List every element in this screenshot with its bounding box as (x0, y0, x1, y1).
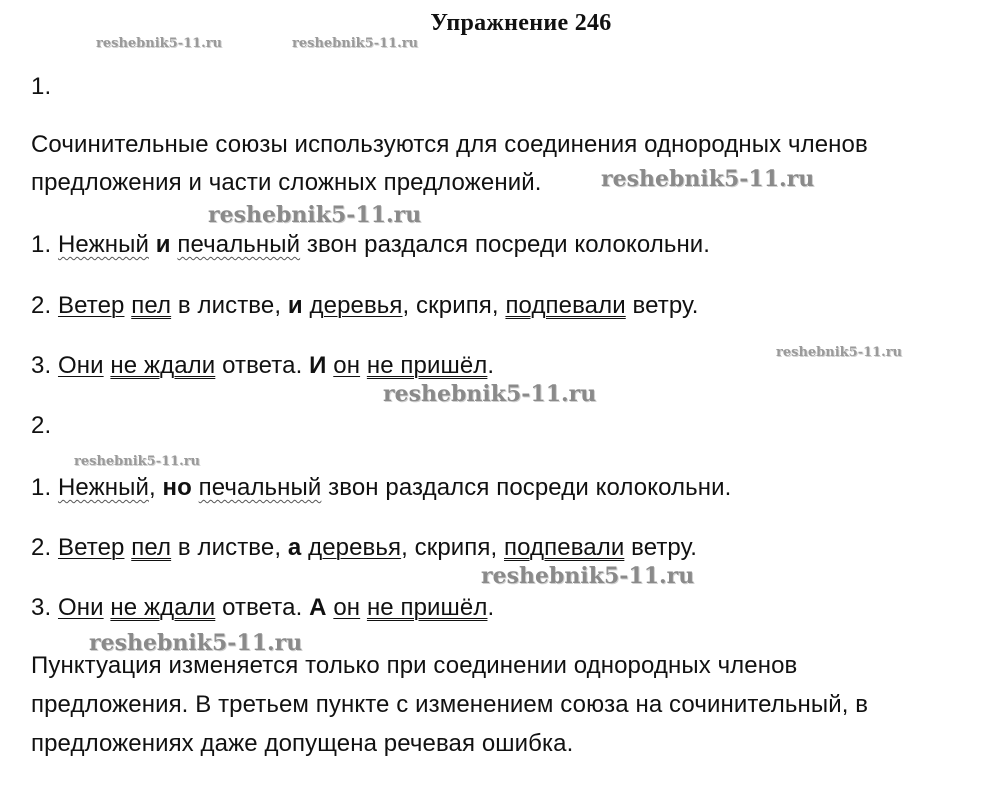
adjective-2: печальный (177, 231, 301, 258)
intro-line-2: предложения и части сложных предложений. (31, 169, 542, 196)
subject: он (333, 352, 361, 379)
conjunction: А (309, 594, 327, 621)
watermark: reshebnik5-11.ru (776, 345, 903, 360)
predicate: не пришёл (366, 352, 488, 379)
predicate: не пришёл (366, 594, 488, 621)
predicate: пел (131, 534, 172, 561)
predicate: пел (131, 292, 172, 319)
watermark: reshebnik5-11.ru (383, 381, 597, 407)
conjunction: а (287, 534, 302, 561)
part1-number: 1. (31, 73, 52, 100)
conjunction: но (162, 474, 192, 501)
predicate: подпевали (505, 292, 626, 319)
exercise-title: Упражнение 246 (430, 10, 612, 36)
part1-sentence-1: 1. Нежный и печальный звон раздался посреди колокольни. (31, 231, 711, 258)
watermark: reshebnik5-11.ru (96, 36, 223, 51)
adjective-1: Нежный (57, 474, 149, 501)
conclusion-line-1: Пунктуация изменяется только при соединении однородных членов (31, 652, 798, 679)
part2-sentence-1: 1. Нежный, но печальный звон раздался посреди колокольни. (31, 474, 732, 501)
subject: деревья (308, 534, 402, 561)
intro-line-1: Сочинительные союзы используются для соединения однородных членов (31, 131, 868, 158)
watermark: reshebnik5-11.ru (89, 630, 303, 656)
subject: Они (57, 352, 104, 379)
conclusion-line-2: предложения. В третьем пункте с изменением союза на сочинительный, в (31, 691, 869, 718)
adjective-1: Нежный (57, 231, 149, 258)
subject: Ветер (57, 292, 125, 319)
watermark: reshebnik5-11.ru (74, 454, 201, 469)
subject: Они (57, 594, 104, 621)
watermark: reshebnik5-11.ru (601, 166, 815, 192)
adjective-2: печальный (198, 474, 322, 501)
predicate: не ждали (110, 594, 216, 621)
subject: он (333, 594, 361, 621)
conjunction: и (155, 231, 171, 258)
part2-sentence-3: 3. Они не ждали ответа. А он не пришёл. (31, 594, 495, 621)
subject: Ветер (57, 534, 125, 561)
part1-sentence-2: 2. Ветер пел в листве, и деревья, скрипя, подпевали ветру. (31, 292, 699, 319)
predicate: подпевали (504, 534, 625, 561)
predicate: не ждали (110, 352, 216, 379)
conjunction: И (309, 352, 327, 379)
part2-sentence-2: 2. Ветер пел в листве, а деревья, скрипя, подпевали ветру. (31, 534, 698, 561)
subject: деревья (309, 292, 403, 319)
watermark: reshebnik5-11.ru (292, 36, 419, 51)
watermark: reshebnik5-11.ru (481, 563, 695, 589)
part2-number: 2. (31, 412, 52, 439)
conclusion-line-3: предложениях даже допущена речевая ошибка. (31, 730, 574, 757)
part1-sentence-3: 3. Они не ждали ответа. И он не пришёл. (31, 352, 495, 379)
watermark: reshebnik5-11.ru (208, 202, 422, 228)
conjunction: и (287, 292, 303, 319)
